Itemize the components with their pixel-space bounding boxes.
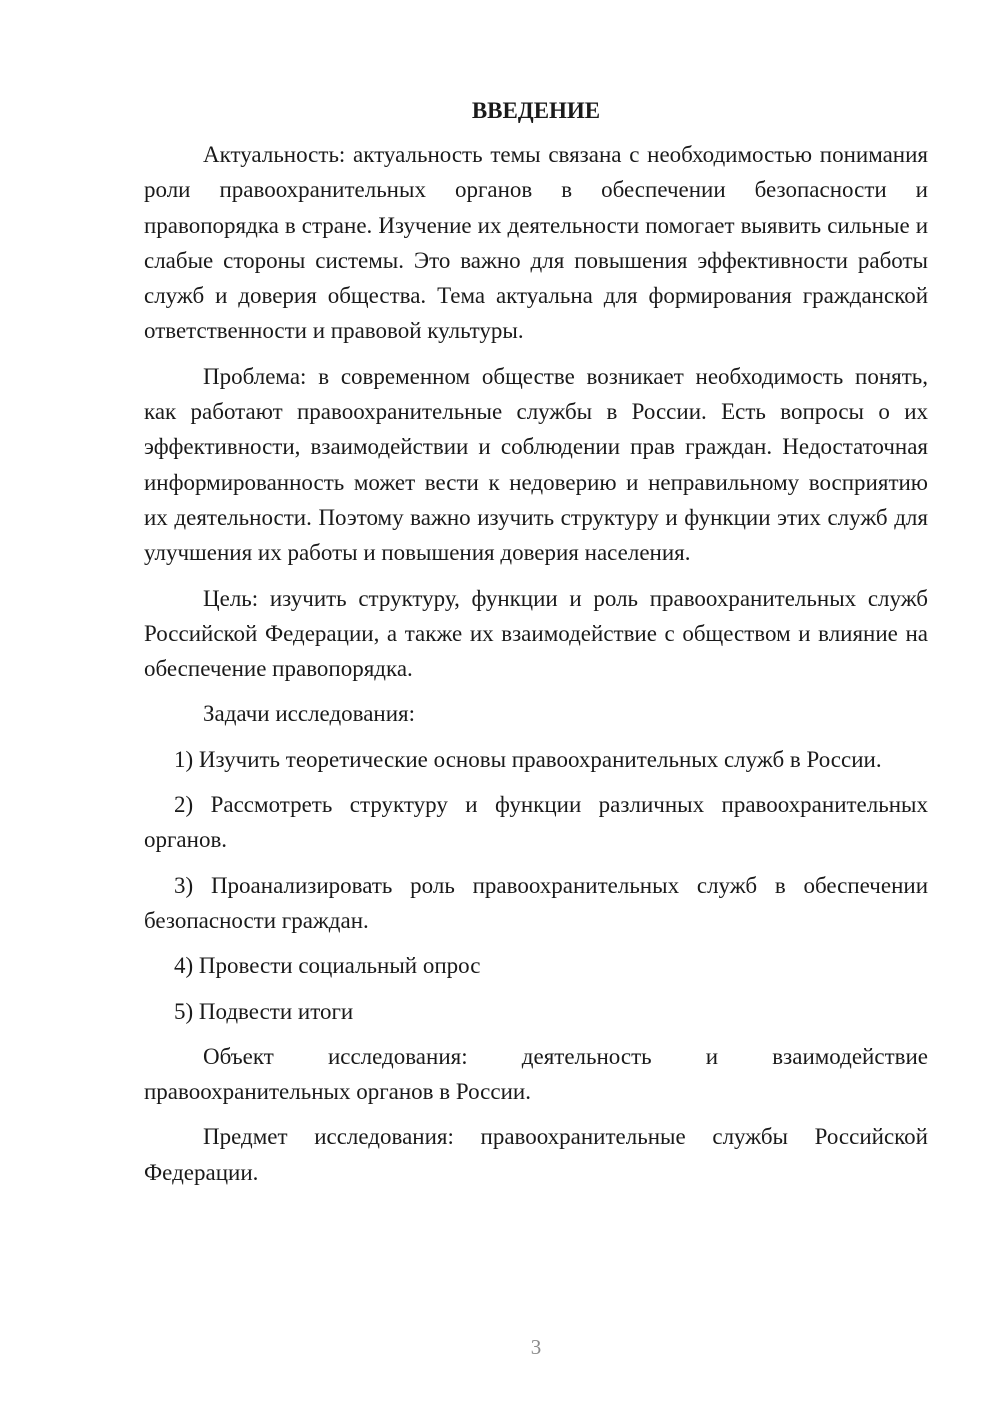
section-heading: ВВЕДЕНИЕ [471,98,601,123]
goal-paragraph: Цель: изучить структуру, функции и роль правоохранительных служб Российской Федерации, а также их взаимодействие с обществом и влияние на обеспечение правопорядка. [144,585,928,682]
task-item-2: 2) Рассмотреть структуру и функции различных правоохранительных органов. [144,792,928,853]
page-number: 3 [530,1335,542,1359]
task-item-3: 3) Проанализировать роль правоохранительных служб в обеспечении безопасности граждан. [144,872,928,933]
page-content [144,96,928,1200]
task-item-5: 5) Подвести итоги [174,998,354,1024]
problem-paragraph: Проблема: в современном обществе возникает необходимость понять, как работают правоохранительные службы в России. Есть вопросы о их эффективности, взаимодействии и соблюдении прав граждан. Недостаточная информированность может вести к недоверию и неправильному восприятию их деятельности. Поэтому важно изучить структуру и функции этих служб для улучшения их работы и повышения доверия населения. [144,363,928,566]
task-item-4: 4) Провести социальный опрос [174,953,481,979]
relevance-paragraph: Актуальность: актуальность темы связана с необходимостью понимания роли правоохранительных органов в обеспечении безопасности и правопорядка в стране. Изучение их деятельности помогает выявить сильные и слабые стороны системы. Это важно для повышения эффективности работы служб и доверия общества. Тема актуальна для формирования гражданской ответственности и правовой культуры. [144,142,928,344]
object-paragraph: Объект исследования: деятельность и взаимодействие правоохранительных органов в России. [144,1043,928,1105]
tasks-title: Задачи исследования: [203,701,416,727]
task-item-1: 1) Изучить теоретические основы правоохранительных служб в России. [174,746,882,772]
subject-paragraph: Предмет исследования: правоохранительные службы Российской Федерации. [144,1124,928,1185]
